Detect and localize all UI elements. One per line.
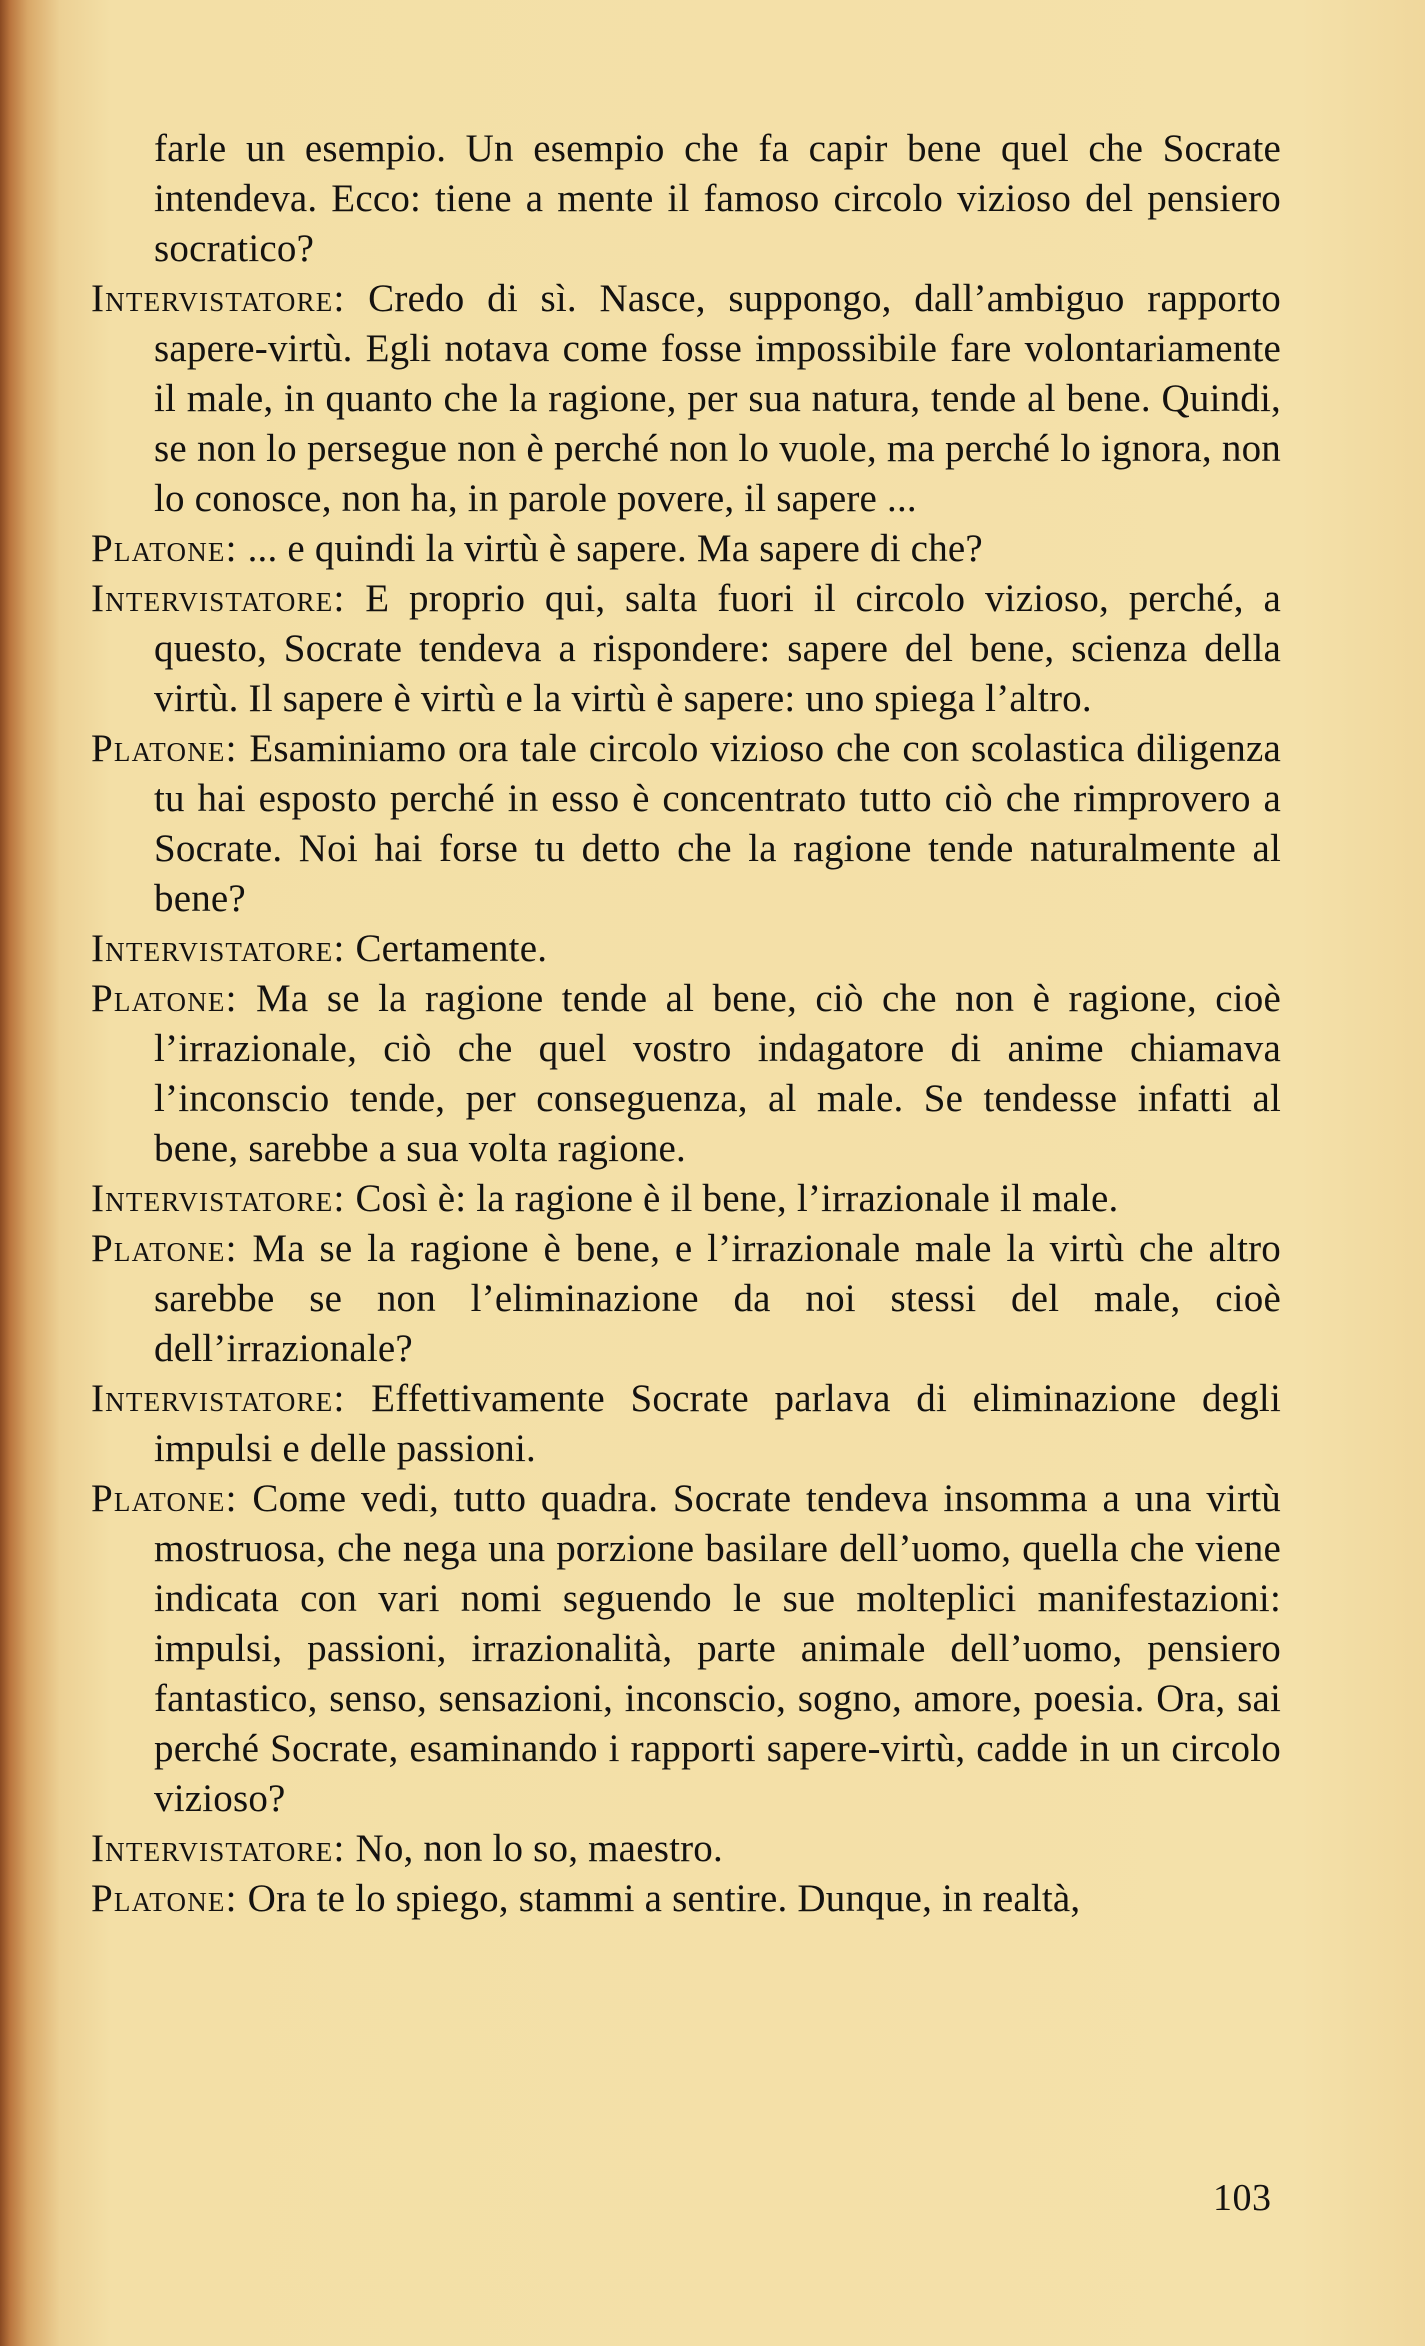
dialogue-text: [91, 124, 1281, 1924]
paragraph-text: ... e quindi la virtù è sapere. Ma sapere di che?: [247, 527, 983, 570]
paragraph-text: Certamente.: [355, 927, 548, 970]
paragraph-text: No, non lo so, maestro.: [355, 1827, 723, 1870]
speaker-label: Platone:: [91, 527, 238, 570]
speaker-label: Intervistatore:: [91, 277, 346, 320]
paragraph: [91, 724, 1281, 924]
paragraph: [91, 1224, 1281, 1374]
speaker-label: Platone:: [91, 1877, 238, 1920]
speaker-label: Platone:: [91, 727, 238, 770]
page-number: 103: [1213, 2177, 1272, 2219]
speaker-label: Intervistatore:: [91, 927, 346, 970]
speaker-label: Platone:: [91, 977, 238, 1020]
paragraph-text: Credo di sì. Nasce, suppongo, dall’ambiguo rapporto sapere-virtù. Egli notava come fosse impossibile fare volontariamente il male, in quanto che la ragione, per sua natura, tende al bene. Quindi, se non lo persegue non è perché non lo vuole, ma perché lo ignora, non lo conosce, non ha, in parole povere, il sapere ...: [154, 277, 1281, 520]
paragraph: [91, 574, 1281, 724]
paragraph: [91, 1374, 1281, 1474]
speaker-label: Platone:: [91, 1477, 238, 1520]
paragraph-text: Effettivamente Socrate parlava di eliminazione degli impulsi e delle passioni.: [154, 1377, 1281, 1470]
paragraph: [91, 124, 1281, 274]
paragraph-text: Ora te lo spiego, stammi a sentire. Dunque, in realtà,: [247, 1877, 1081, 1920]
speaker-label: Platone:: [91, 1227, 238, 1270]
paragraph-text: Ma se la ragione è bene, e l’irrazionale male la virtù che altro sarebbe se non l’eliminazione da noi stessi del male, cioè dell’irrazionale?: [154, 1227, 1281, 1370]
paragraph-text: farle un esempio. Un esempio che fa capir bene quel che Socrate intendeva. Ecco: tiene a mente il famoso circolo vizioso del pensiero socratico?: [154, 127, 1281, 270]
speaker-label: Intervistatore:: [91, 577, 346, 620]
paragraph: [91, 274, 1281, 524]
paragraph: [91, 1874, 1281, 1924]
paragraph: [91, 924, 1281, 974]
paragraph-text: Esaminiamo ora tale circolo vizioso che con scolastica diligenza tu hai esposto perché in esso è concentrato tutto ciò che rimprovero a Socrate. Noi hai forse tu detto che la ragione tende naturalmente al bene?: [154, 727, 1281, 920]
paragraph: [91, 524, 1281, 574]
paragraph: [91, 1474, 1281, 1824]
paragraph-text: E proprio qui, salta fuori il circolo vizioso, perché, a questo, Socrate tendeva a rispondere: sapere del bene, scienza della virtù. Il sapere è virtù e la virtù è sapere: uno spiega l’altro.: [154, 577, 1281, 720]
paragraph-text: Ma se la ragione tende al bene, ciò che non è ragione, cioè l’irrazionale, ciò che quel vostro indagatore di anime chiamava l’inconscio tende, per conseguenza, al male. Se tendesse infatti al bene, sarebbe a sua volta ragione.: [154, 977, 1281, 1170]
speaker-label: Intervistatore:: [91, 1177, 346, 1220]
paragraph: [91, 974, 1281, 1174]
speaker-label: Intervistatore:: [91, 1377, 346, 1420]
paragraph-text: Come vedi, tutto quadra. Socrate tendeva insomma a una virtù mostruosa, che nega una porzione basilare dell’uomo, quella che viene indicata con vari nomi seguendo le sue molteplici manifestazioni: impulsi, passioni, irrazionalità, parte animale dell’uomo, pensiero fantastico, senso, sensazioni, inconscio, sogno, amore, poesia. Ora, sai perché Socrate, esaminando i rapporti sapere-virtù, cadde in un circolo vizioso?: [154, 1477, 1281, 1820]
speaker-label: Intervistatore:: [91, 1827, 346, 1870]
paragraph: [91, 1824, 1281, 1874]
paragraph-text: Così è: la ragione è il bene, l’irrazionale il male.: [355, 1177, 1119, 1220]
paragraph: [91, 1174, 1281, 1224]
